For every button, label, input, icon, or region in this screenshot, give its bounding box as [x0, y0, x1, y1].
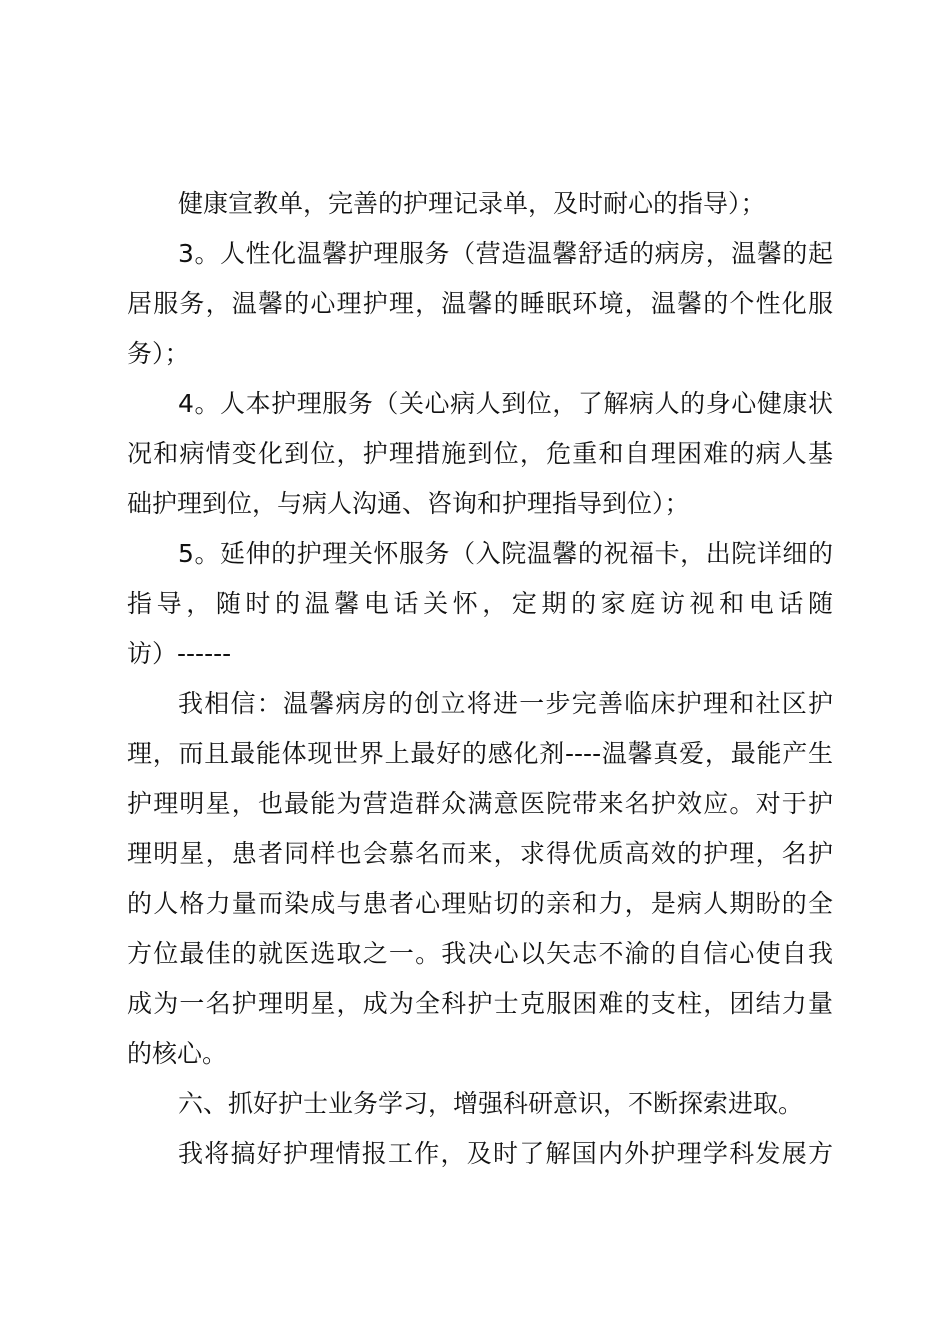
text-line-3: 居服务，温馨的心理护理，温馨的睡眠环境，温馨的个性化服	[127, 289, 833, 318]
text-line-5: 4。人本护理服务（关心病人到位，了解病人的身心健康状	[178, 389, 833, 418]
text-line-17: 成为一名护理明星，成为全科护士克服困难的支柱，团结力量	[127, 989, 833, 1018]
text-line-1: 健康宣教单，完善的护理记录单，及时耐心的指导）；	[178, 189, 766, 218]
text-line-13: 护理明星，也最能为营造群众满意医院带来名护效应。对于护	[127, 789, 833, 818]
text-line-20: 我将搞好护理情报工作，及时了解国内外护理学科发展方	[178, 1139, 833, 1168]
text-line-4: 务）；	[127, 339, 190, 368]
text-line-6: 况和病情变化到位，护理措施到位，危重和自理困难的病人基	[127, 439, 833, 468]
text-line-11: 我相信：温馨病房的创立将进一步完善临床护理和社区护	[178, 689, 833, 718]
text-line-18: 的核心。	[127, 1039, 228, 1068]
text-line-16: 方位最佳的就医选取之一。我决心以矢志不渝的自信心使自我	[127, 939, 833, 968]
text-line-9: 指导，随时的温馨电话关怀，定期的家庭访视和电话随	[127, 589, 833, 618]
text-line-2: 3。人性化温馨护理服务（营造温馨舒适的病房，温馨的起	[178, 239, 833, 268]
text-line-14: 理明星，患者同样也会慕名而来，求得优质高效的护理，名护	[127, 839, 833, 868]
section-heading: 六、抓好护士业务学习，增强科研意识，不断探索进取。	[178, 1089, 804, 1118]
text-line-8: 5。延伸的护理关怀服务（入院温馨的祝福卡，出院详细的	[178, 539, 833, 568]
text-line-7: 础护理到位，与病人沟通、咨询和护理指导到位）；	[127, 489, 690, 518]
text-line-10: 访）------	[127, 639, 232, 668]
text-line-15: 的人格力量而染成与患者心理贴切的亲和力，是病人期盼的全	[127, 889, 833, 918]
text-line-12: 理，而且最能体现世界上最好的感化剂----温馨真爱，最能产生	[127, 739, 833, 768]
